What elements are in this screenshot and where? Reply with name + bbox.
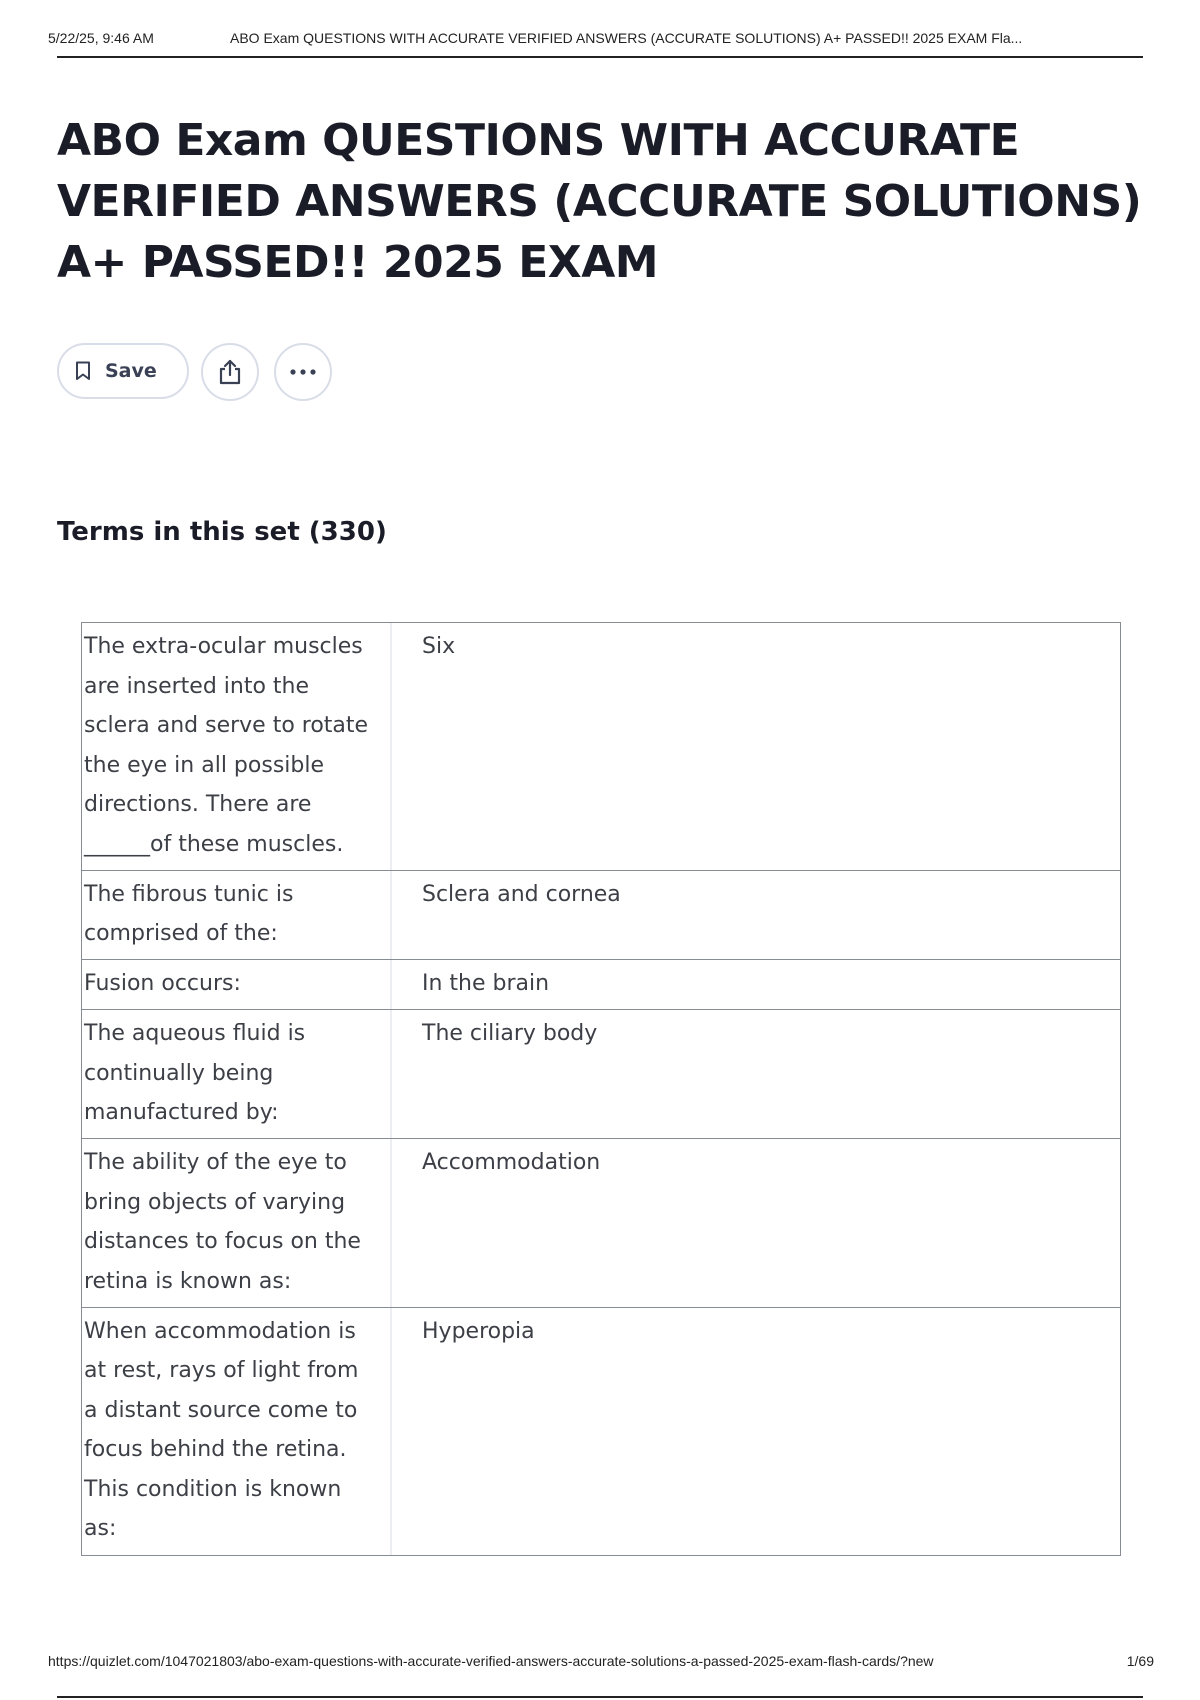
print-date: 5/22/25, 9:46 AM	[48, 30, 154, 46]
definition-text: Accommodation	[422, 1150, 601, 1175]
term-text: Fusion occurs:	[82, 960, 392, 1010]
definition-text: Sclera and cornea	[422, 881, 621, 907]
term-text: The fibrous tunic is comprised of the:	[82, 871, 392, 960]
term-row	[81, 959, 1121, 1011]
term-row	[81, 1138, 1121, 1308]
term-row	[81, 1307, 1121, 1556]
terms-table	[81, 622, 1121, 1554]
term-row	[81, 622, 1121, 871]
share-button[interactable]	[201, 343, 259, 401]
definition-text: Hyperopia	[422, 1318, 535, 1344]
term-text: The aqueous fluid is continually being manufactured by:	[82, 1010, 392, 1139]
footer-divider	[57, 1696, 1143, 1698]
more-options-button[interactable]	[274, 343, 332, 401]
print-doc-title: ABO Exam QUESTIONS WITH ACCURATE VERIFIED ANSWERS (ACCURATE SOLUTIONS) A+ PASSED!! 2025 EXAM Fla...	[230, 30, 1023, 46]
definition-text: In the brain	[422, 971, 550, 996]
term-text: The extra-ocular muscles are inserted into the sclera and serve to rotate the eye in all possible directions. There are ______of these muscles.	[82, 623, 392, 870]
page-url: https://quizlet.com/1047021803/abo-exam-questions-with-accurate-verified-answers-accurate-solutions-a-passed-2025-exam-flash-cards/?new	[48, 1653, 934, 1669]
definition-text: The ciliary body	[422, 1021, 598, 1046]
terms-heading: Terms in this set (330)	[57, 517, 387, 547]
bookmark-icon	[75, 361, 91, 381]
page-number: 1/69	[1126, 1653, 1154, 1669]
save-button-label: Save	[105, 360, 157, 382]
term-row	[81, 870, 1121, 961]
header-divider	[57, 56, 1143, 58]
set-title: ABO Exam QUESTIONS WITH ACCURATE VERIFIED ANSWERS (ACCURATE SOLUTIONS) A+ PASSED!! 2025 EXAM	[57, 115, 1142, 288]
share-icon	[217, 358, 243, 386]
term-text: When accommodation is at rest, rays of light from a distant source come to focus behind the retina. This condition is known as:	[82, 1308, 392, 1555]
term-row	[81, 1009, 1121, 1140]
definition-text: Six	[422, 634, 456, 659]
term-text: The ability of the eye to bring objects of varying distances to focus on the retina is known as:	[82, 1139, 392, 1307]
more-horizontal-icon	[289, 368, 317, 376]
save-button[interactable]	[57, 343, 189, 399]
